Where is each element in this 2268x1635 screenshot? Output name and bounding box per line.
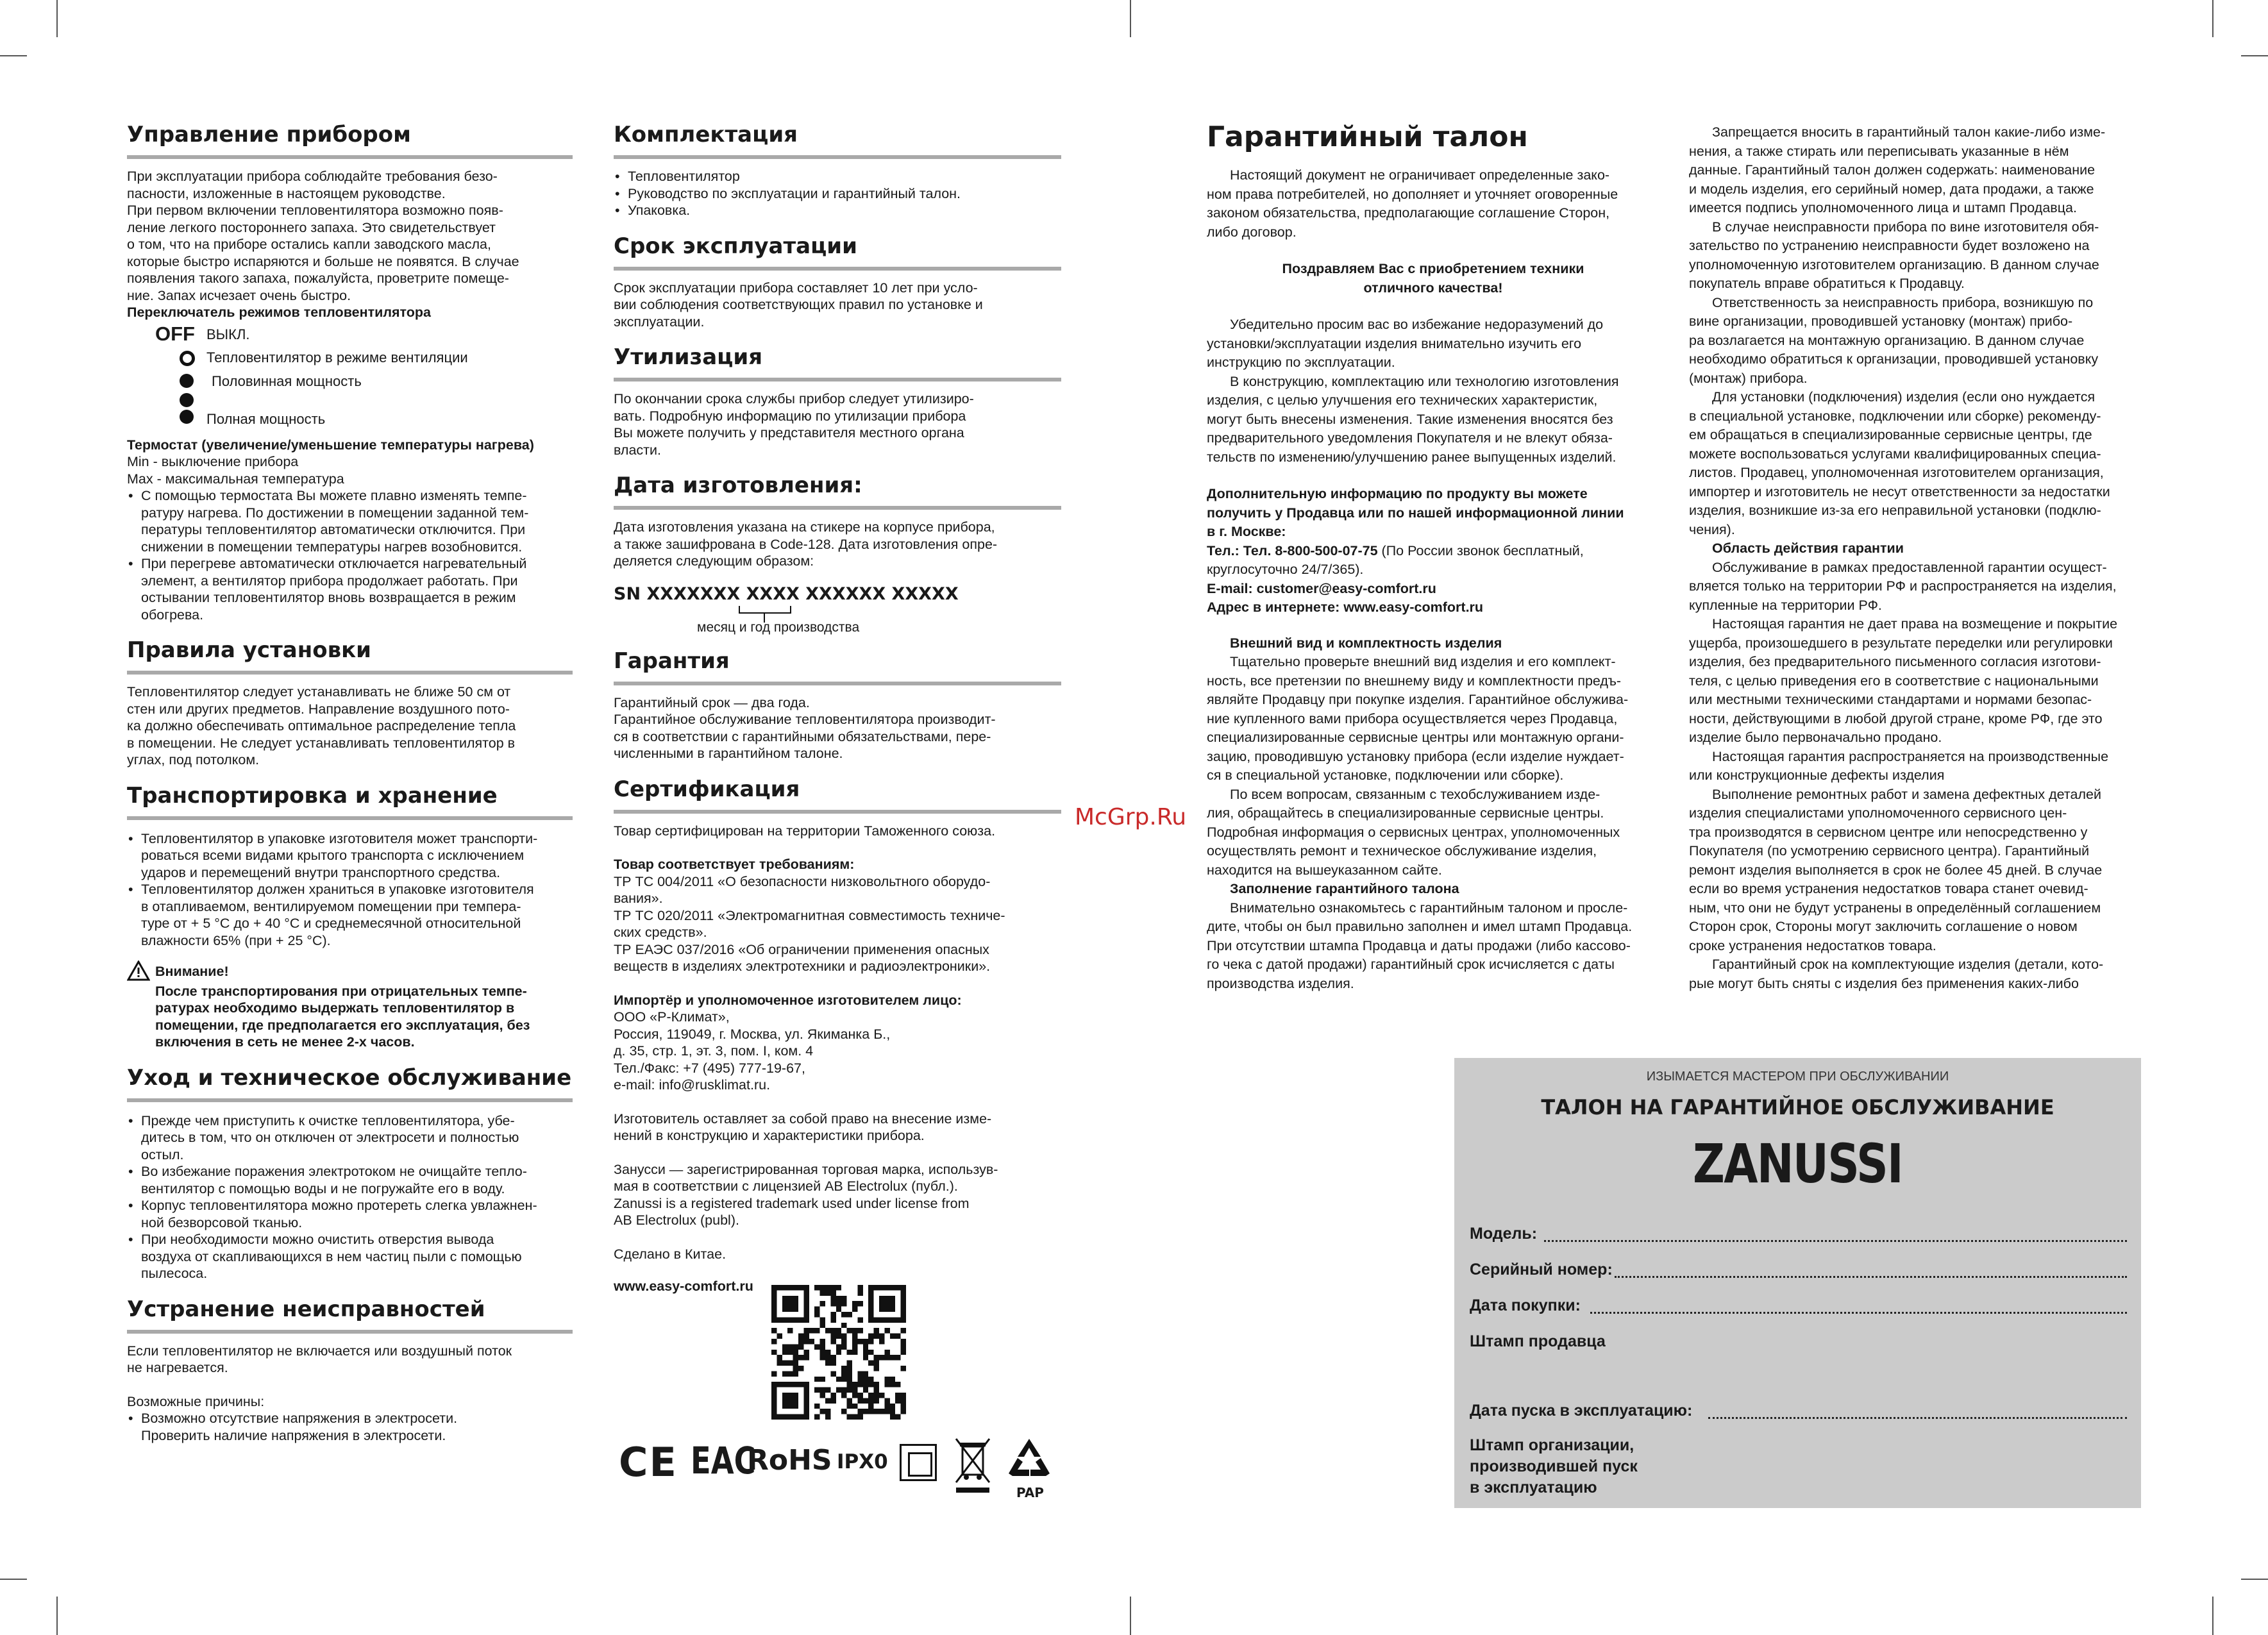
pap-number: 20: [1022, 1456, 1036, 1468]
serial-label: Серийный номер:: [1470, 1261, 1613, 1279]
switch-title: Переключатель режимов тепловентилятора: [127, 305, 431, 320]
trouble-list: [127, 1410, 573, 1444]
terms-p1: Запрещается вносить в гарантийный талон какие-либо изме- нения, а также стирать или переписывать указанные в нём данные. Гарантийный талон должен содержать: наименование и модель изделия, его серийный номер, дата продажи, а также имеется подпись уполномоченного лица и штамп Продавца.: [1689, 124, 2106, 215]
section-title: Правила установки: [127, 637, 573, 675]
phone-note: (По России звонок бесплатный, круглосуточно 24/7/365).: [1207, 542, 1584, 577]
list-item: • Прежде чем приступить к очистке тепловентилятора, убе- дитесь в том, что он отключен от электросети и полностью остыл.: [127, 1112, 573, 1164]
crop-mark: [2241, 55, 2268, 56]
mode-half-text: Половинная мощность: [212, 373, 362, 389]
warning-block: [127, 963, 573, 1051]
rohs-mark: RoHS: [747, 1444, 832, 1477]
serial-suffix: XXXXXX XXXXX: [799, 583, 959, 604]
disposal-text: По окончании срока службы прибор следует утилизиро- вать. Подробную информацию по утилизации прибора Вы можете получить у представителя местного органа власти.: [614, 391, 974, 458]
serial-prefix: SN XXXXXXX: [614, 583, 746, 604]
start-date-field[interactable]: [1708, 1417, 2127, 1419]
purchase-date-field[interactable]: [1590, 1312, 2127, 1314]
serial-format: [614, 584, 1061, 639]
list-item: • Корпус тепловентилятора можно протереть слегка увлажнен- ной безворсовой тканью.: [127, 1197, 573, 1231]
purchase-date-label: Дата покупки:: [1470, 1296, 1581, 1314]
start-date-label: Дата пуска в эксплуатацию:: [1470, 1402, 1693, 1420]
email-line[interactable]: E-mail: customer@easy-comfort.ru: [1207, 580, 1436, 596]
crop-mark: [1130, 0, 1131, 37]
section-title: Комплектация: [614, 122, 1061, 159]
thermo-max: Max - максимальная температура: [127, 471, 344, 487]
model-field[interactable]: [1544, 1240, 2127, 1242]
column-middle: [614, 122, 1061, 1295]
cert-text: Товар сертифицирован на территории Таможенного союза.: [614, 823, 996, 839]
crop-mark: [0, 55, 27, 56]
terms-p6: Настоящая гарантия не дает права на возмещение и покрытие ущерба, произошедшего в результате переделки или регулировки изделия, без предварительного письменного согласия изготови- теля, с целью приведения его в соответствие с национальными или местными техническими стандартами и нормами безопас- ности, действующими в любой другой стране, кроме РФ, где это изделие было первоначально продано.: [1689, 616, 2118, 745]
section-title: Транспортировка и хранение: [127, 783, 573, 820]
website-link[interactable]: www.easy-comfort.ru: [614, 1279, 753, 1294]
thermo-title: Термостат (увеличение/уменьшение температуры нагрева): [127, 437, 534, 453]
look-text-2: По всем вопросам, связанным с техобслуживанием изде- лия, обращайтесь в специализированные сервисные центры. Подробная информация о сервисных центрах, уполномоченных осуществлять ремонт и техническое обслуживание изделия, находится на вышеуказанном сайте.: [1207, 786, 1620, 878]
ipx-mark: IPX0: [837, 1450, 888, 1473]
serial-note: месяц и год производства: [697, 619, 860, 635]
warranty-title: Гарантийный талон: [1207, 121, 1528, 153]
look-title: Внешний вид и комплектность изделия: [1230, 635, 1502, 651]
seller-stamp-label: Штамп продавца: [1470, 1332, 1606, 1350]
fill-text: Внимательно ознакомьтесь с гарантийным талоном и просле- дите, чтобы он был правильно заполнен и имел штамп Продавца. При отсутствии штампа Продавца и даты продажи (либо кассово- го чека с датой продажи) гарантийный срок исчисляется с даты производства изделия.: [1207, 900, 1633, 991]
crop-mark: [0, 1579, 27, 1580]
warning-title: Внимание!: [155, 964, 229, 979]
column-warranty: [1207, 121, 1659, 993]
list-item: • Тепловентилятор должен храниться в упаковке изготовителя в отапливаемом, вентилируемом помещении при темпера- туре от + 5 °C до + 40 °C и среднемесячной относительной влажности 65% (при + 25 °C).: [127, 881, 573, 949]
scope-title: Область действия гарантии: [1712, 541, 1904, 556]
look-text: Тщательно проверьте внешний вид изделия и его комплект- ность, все претензии по внешнему виду и комплектности предъ- являйте Продавцу при покупке изделия. Гарантийное обслужива- ние купленного вами прибора осуществляется через Продавца, специализированные сервисные центры или монтажную органи- зацию, проводившую установку прибора (если изделие нуждает- ся в специальной установке, подключении или сборке).: [1207, 654, 1629, 783]
warning-icon: [127, 960, 150, 981]
req-title: Товар соответствует требованиям:: [614, 857, 855, 872]
section-title: Утилизация: [614, 344, 1061, 382]
watermark: McGrp.Ru: [1075, 804, 1187, 830]
warranty-intro: Настоящий документ не ограничивает определенные зако- ном права потребителей, но дополняет и уточняет оговоренные законом обязательства, предполагающие соглашение Сторон, либо договор.: [1207, 167, 1618, 240]
mode-fan-text: Тепловентилятор в режиме вентиляции: [206, 349, 468, 365]
care-list: [127, 1112, 573, 1282]
congrats: Поздравляем Вас с приобретением техники отличного качества!: [1282, 261, 1584, 296]
fan-mode-icon: [180, 351, 195, 366]
list-item: • При перегреве автоматически отключается нагревательный элемент, а вентилятор прибора продолжает работать. При остывании тепловентилятор вновь возвращается в режим обогрева.: [127, 555, 573, 623]
transport-list: [127, 830, 573, 950]
control-text: При эксплуатации прибора соблюдайте требования безо- пасности, изложенные в настоящем руководстве. При первом включении тепловентилятора возможно появ- ление легкого постороннего запаха. Это свидетельствует о том, что на приборе остались капли заводского масла, которые быстро испаряются и больше не появятся. В случае появления такого запаха, пожалуйста, проветрите помеще- ние. Запах исчезает очень быстро.: [127, 169, 519, 303]
column-left: [127, 122, 573, 1444]
install-text: Тепловентилятор следует устанавливать не ближе 50 см от стен или других предметов. Направление воздушного пото- ка должно обеспечивать оптимальное распределение тепла в помещении. Не следует устанавливать тепловентилятор в углах, под потолком.: [127, 684, 516, 767]
warranty-text: Гарантийный срок — два года. Гарантийное обслуживание тепловентилятора производит- ся в соответствии с гарантийными обязательствами, пере- численными в гарантийном талоне.: [614, 694, 996, 761]
importer-text: ООО «Р-Климат», Россия, 119049, г. Москва, ул. Якиманка Б., д. 35, стр. 1, эт. 3, пом. I, ком. 4 Тел./Факс: +7 (495) 777-19-67, e-mail: info@rusklimat.ru.: [614, 1009, 891, 1093]
list-item: • С помощью термостата Вы можете плавно изменять темпе- ратуру нагрева. По достижении в помещении заданной тем- пературы тепловентилятор автоматически отключится. При снижении в помещении температуры нагрев возобновится.: [127, 487, 573, 555]
serial-bracket: [739, 606, 791, 614]
warranty-p2: В конструкцию, комплектацию или технологию изготовления изделия, с целью улучшения его технических характеристик, могут быть внесены изменения. Такие изменения вносятся без предварительного уведомления Покупателя и не влекут обяза- тельств по изменению/улучшению ранее выпущенных изделий.: [1207, 373, 1619, 465]
serial-line: [614, 584, 959, 604]
terms-p2: В случае неисправности прибора по вине изготовителя обя- зательство по устранению неисправности будет возложено на уполномоченную изготовителем организацию. В данном случае покупатель вправе обратиться к Продавцу.: [1689, 219, 2099, 291]
trouble-text: Если тепловентилятор не включается или воздушный поток не нагревается.: [127, 1343, 512, 1375]
rights-text: Изготовитель оставляет за собой право на внесение изме- нений в конструкцию и характеристики прибора.: [614, 1111, 992, 1143]
serial-field[interactable]: [1615, 1276, 2127, 1278]
double-insulation-icon: [900, 1444, 937, 1481]
terms-p8: Выполнение ремонтных работ и замена дефектных деталей изделия специалистами уполномоченного сервисного цен- тра производятся в сервисном центре или непосредственно у Покупателя (по усмотрению сервисного центра). Гарантийный ремонт изделия выполняется в срок не более 45 дней. В случае если во время устранения недостатков товара станет очевид- ным, что они не будут устранены в определённый соглашением Сторон срок, Стороны могут заключить соглашение о новом сроке устранения недостатков товара.: [1689, 786, 2103, 953]
crop-mark: [2241, 1579, 2268, 1580]
pap-label: PAP: [1016, 1485, 1044, 1500]
serial-date-code: XXXX: [746, 583, 800, 604]
org-stamp-label: Штамп организации, производившей пуск в эксплуатацию: [1470, 1436, 1638, 1497]
coupon-title: ТАЛОН НА ГАРАНТИЙНОЕ ОБСЛУЖИВАНИЕ: [1541, 1095, 2054, 1119]
qr-code: [771, 1285, 906, 1420]
phone-number: Тел.: Тел. 8-800-500-07-75: [1207, 542, 1378, 558]
section-title: Устранение неисправностей: [127, 1296, 573, 1334]
column-warranty-terms: [1689, 123, 2140, 993]
model-label: Модель:: [1470, 1225, 1538, 1243]
list-item: • Тепловентилятор: [614, 168, 1061, 185]
crop-mark: [2212, 1597, 2213, 1635]
list-item: • Во избежание поражения электротоком не очищайте тепло- вентилятор с помощью воды и не погружайте его в воду.: [127, 1163, 573, 1197]
date-text: Дата изготовления указана на стикере на корпусе прибора, а также зашифрована в Code-128. Дата изготовления опре- деляется следующим образом:: [614, 519, 998, 569]
full-power-icon: [180, 393, 194, 407]
certification-marks: [619, 1434, 1068, 1504]
life-text: Срок эксплуатации прибора составляет 10 лет при усло- вии соблюдения соответствующих правил по установке и эксплуатации.: [614, 280, 983, 330]
warranty-p1: Убедительно просим вас во избежание недоразумений до установки/эксплуатации изделия внимательно изучить его инструкцию по эксплуатации.: [1207, 317, 1604, 370]
phone-line: [1207, 542, 1659, 580]
terms-p5: Обслуживание в рамках предоставленной гарантии осущест- вляется только на территории РФ и распространяется на изделия, купленные на территории РФ.: [1689, 559, 2117, 613]
info-line: Дополнительную информацию по продукту вы можете получить у Продавца или по нашей информационной линии в г. Москве:: [1207, 486, 1624, 539]
ce-mark: CE: [619, 1439, 678, 1486]
recycle-icon: [1004, 1436, 1055, 1481]
trademark-text: Занусси — зарегистрированная торговая марка, использув- мая в соответствии с лицензией AB Electrolux (публ.). Zanussi is a registered trademark used under license from AB Electrolux (publ).: [614, 1161, 998, 1228]
req-text: ТР ТС 004/2011 «О безопасности низковольтного оборудо- вания». ТР ТС 020/2011 «Электромагнитная совместимость техниче- ских средств». ТР ЕАЭС 037/2016 «Об ограничении применения опасных веществ в изделиях электротехники и радиоэлектроники».: [614, 873, 1005, 974]
mode-full-text: Полная мощность: [206, 410, 326, 427]
section-title: Гарантия: [614, 648, 1061, 685]
list-item: • При необходимости можно очистить отверстия вывода воздуха от скапливающихся в нем частиц пыли с помощью пылесоса.: [127, 1231, 573, 1282]
weee-bin-icon: [953, 1438, 992, 1495]
half-power-icon: [180, 374, 194, 388]
crop-mark: [56, 0, 58, 37]
fill-title: Заполнение гарантийного талона: [1230, 881, 1459, 896]
section-title: Сертификация: [614, 776, 1061, 814]
list-item: • Возможно отсутствие напряжения в электросети. Проверить наличие напряжения в электросети.: [127, 1410, 573, 1444]
brand-logo: ZANUSSI: [1692, 1132, 1903, 1195]
off-label: OFF: [155, 322, 195, 345]
crop-mark: [2212, 0, 2213, 37]
warning-text: После транспортирования при отрицательных темпе- ратурах необходимо выдержать тепловентилятор в помещении, где предполагается его эксплуатация, без включения в сеть не менее 2-х часов.: [155, 983, 530, 1050]
section-title: Уход и техническое обслуживание: [127, 1065, 573, 1102]
service-coupon: [1454, 1058, 2141, 1508]
kit-list: [614, 168, 1061, 219]
list-item: • Упаковка.: [614, 202, 1061, 219]
thermo-list: [127, 487, 573, 623]
thermo-min: Min - выключение прибора: [127, 454, 299, 469]
list-item: • Руководство по эксплуатации и гарантийный талон.: [614, 185, 1061, 203]
full-power-icon: [180, 410, 194, 424]
section-title: Управление прибором: [127, 122, 573, 159]
terms-p4: Для установки (подключения) изделия (если оно нуждается в специальной установке, подключении или сборке) рекоменду- ем обращаться в специализированные сервисные центры, где можете воспользоваться услугами квалифицированных специа- листов. Продавец, уполномоченная изготовителем организация, импортер и изготовитель не несут ответственности за недостатки изделия, возникшие из-за его неправильной установки (подклю- чения).: [1689, 389, 2110, 537]
terms-p7: Настоящая гарантия распространяется на производственные или конструкционные дефекты изделия: [1689, 748, 2109, 783]
section-title: Срок эксплуатации: [614, 233, 1061, 271]
section-title: Дата изготовления:: [614, 473, 1061, 510]
crop-mark: [56, 1597, 58, 1635]
list-item: • Тепловентилятор в упаковке изготовителя может транспорти- роваться всеми видами крытого транспорта с исключением ударов и перемещений внутри транспортного средства.: [127, 830, 573, 882]
importer-title: Импортёр и уполномоченное изготовителем лицо:: [614, 992, 962, 1008]
off-text: ВЫКЛ.: [206, 326, 250, 342]
crop-mark: [1130, 1597, 1131, 1635]
trouble-causes: Возможные причины:: [127, 1393, 265, 1409]
terms-p3: Ответственность за неисправность прибора, возникшую по вине организации, проводившей установку (монтаж) прибо- ра возлагается на монтажную организацию. В данном случае необходимо обратиться к организации, проводившей установку (монтаж) прибора.: [1689, 294, 2099, 386]
terms-p9: Гарантийный срок на комплектующие изделия (детали, кото- рые могут быть сняты с изделия без применения каких-либо: [1689, 957, 2104, 991]
mode-legend: [127, 321, 573, 432]
made-in: Сделано в Китае.: [614, 1246, 727, 1262]
coupon-note: ИЗЫМАЕТСЯ МАСТЕРОМ ПРИ ОБСЛУЖИВАНИИ: [1646, 1069, 1949, 1084]
eac-mark: EAC: [691, 1439, 756, 1482]
web-line[interactable]: Адрес в интернете: www.easy-comfort.ru: [1207, 600, 1484, 615]
